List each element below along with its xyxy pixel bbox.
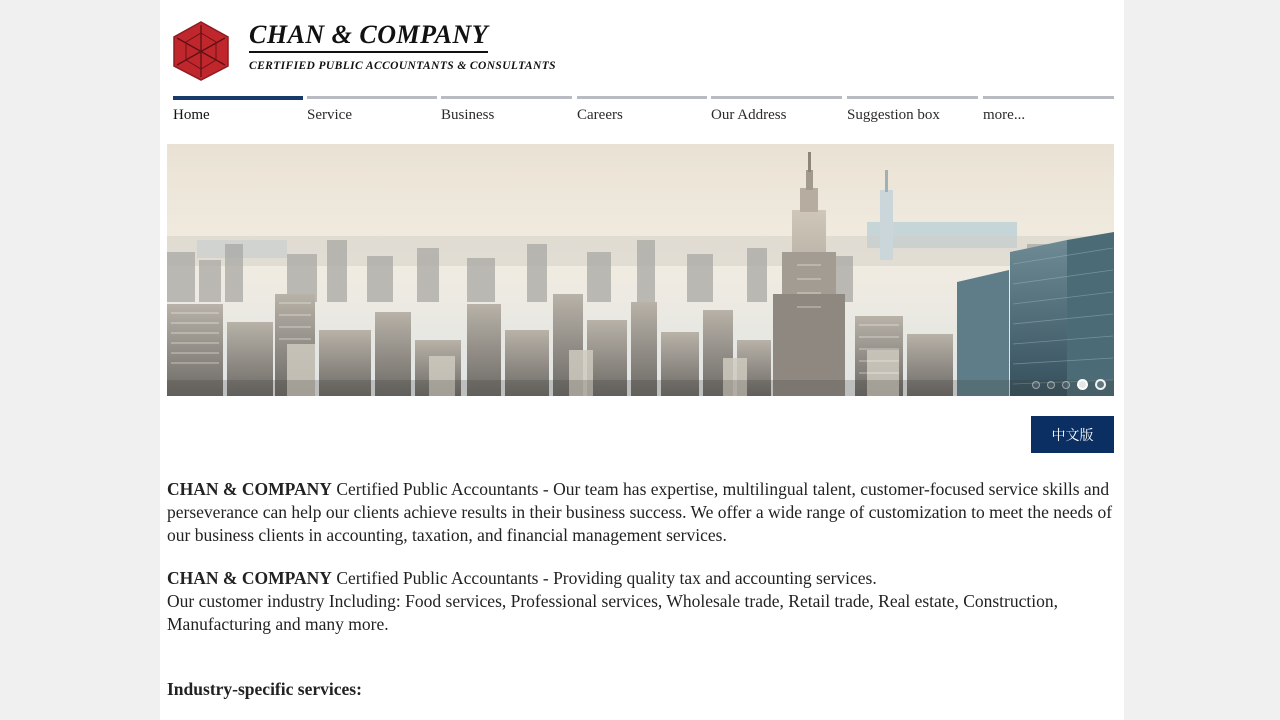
- nav-item-our-address[interactable]: [711, 96, 847, 131]
- nav-item-label: Careers: [577, 107, 623, 123]
- nav-item-label: Home: [173, 107, 210, 123]
- language-toggle-button[interactable]: 中文版: [1031, 416, 1114, 453]
- industries-paragraph: Our customer industry Including: Food services, Professional services, Wholesale trade, Retail trade, Real estate, Construction, Manufacturing and many more.: [167, 591, 1058, 634]
- industry-services-heading: Industry-specific services:: [167, 679, 362, 699]
- slide-dot-4-active[interactable]: [1077, 379, 1088, 390]
- city-skyline-photo: [167, 144, 1114, 396]
- slideshow-pagination[interactable]: [1032, 379, 1106, 390]
- nav-item-label: Service: [307, 107, 352, 123]
- nav-item-more[interactable]: [983, 96, 1114, 131]
- brand-title: CHAN & COMPANY: [249, 20, 488, 53]
- hero-slideshow[interactable]: [167, 144, 1114, 396]
- nav-rule: [307, 96, 437, 99]
- main-navigation[interactable]: [173, 96, 1114, 131]
- nav-rule: [847, 96, 978, 99]
- slide-dot-1[interactable]: [1032, 381, 1040, 389]
- services-text: Certified Public Accountants - Providing quality tax and accounting services.: [331, 568, 877, 588]
- nav-item-service[interactable]: [307, 96, 441, 131]
- nav-item-label: Business: [441, 107, 495, 123]
- intro-brand: CHAN & COMPANY: [167, 479, 332, 499]
- brand-subtitle: CERTIFIED PUBLIC ACCOUNTANTS & CONSULTANTS: [249, 60, 556, 72]
- nav-item-label: more...: [983, 107, 1026, 123]
- site-header: [160, 0, 1124, 96]
- intro-text: Certified Public Accountants - Our team has expertise, multilingual talent, customer-focused service skills and perseverance can help our clients achieve results in their business success. We offer a wide range of customization to meet the needs of our business clients in accounting, taxation, and financial management services.: [167, 479, 1113, 545]
- hexagon-logo-icon: [171, 21, 231, 81]
- slide-dot-5[interactable]: [1095, 379, 1106, 390]
- nav-rule: [577, 96, 707, 99]
- main-content: [167, 478, 1114, 719]
- nav-item-label: Suggestion box: [847, 107, 940, 123]
- services-paragraph: [167, 567, 1114, 590]
- slide-dot-3[interactable]: [1062, 381, 1070, 389]
- nav-item-home[interactable]: [173, 96, 307, 131]
- nav-item-label: Our Address: [711, 107, 787, 123]
- language-bar: [167, 400, 1114, 472]
- nav-item-suggestion-box[interactable]: [847, 96, 983, 131]
- logo-text: [249, 20, 556, 72]
- intro-paragraph: [167, 478, 1114, 547]
- website-frame: [160, 0, 1124, 720]
- nav-rule: [983, 96, 1114, 99]
- slide-dot-2[interactable]: [1047, 381, 1055, 389]
- nav-rule: [441, 96, 572, 99]
- logo[interactable]: [171, 20, 556, 82]
- nav-item-careers[interactable]: [577, 96, 711, 131]
- nav-rule: [711, 96, 842, 99]
- nav-item-business[interactable]: [441, 96, 577, 131]
- nav-rule: [173, 96, 303, 100]
- services-brand: CHAN & COMPANY: [167, 568, 332, 588]
